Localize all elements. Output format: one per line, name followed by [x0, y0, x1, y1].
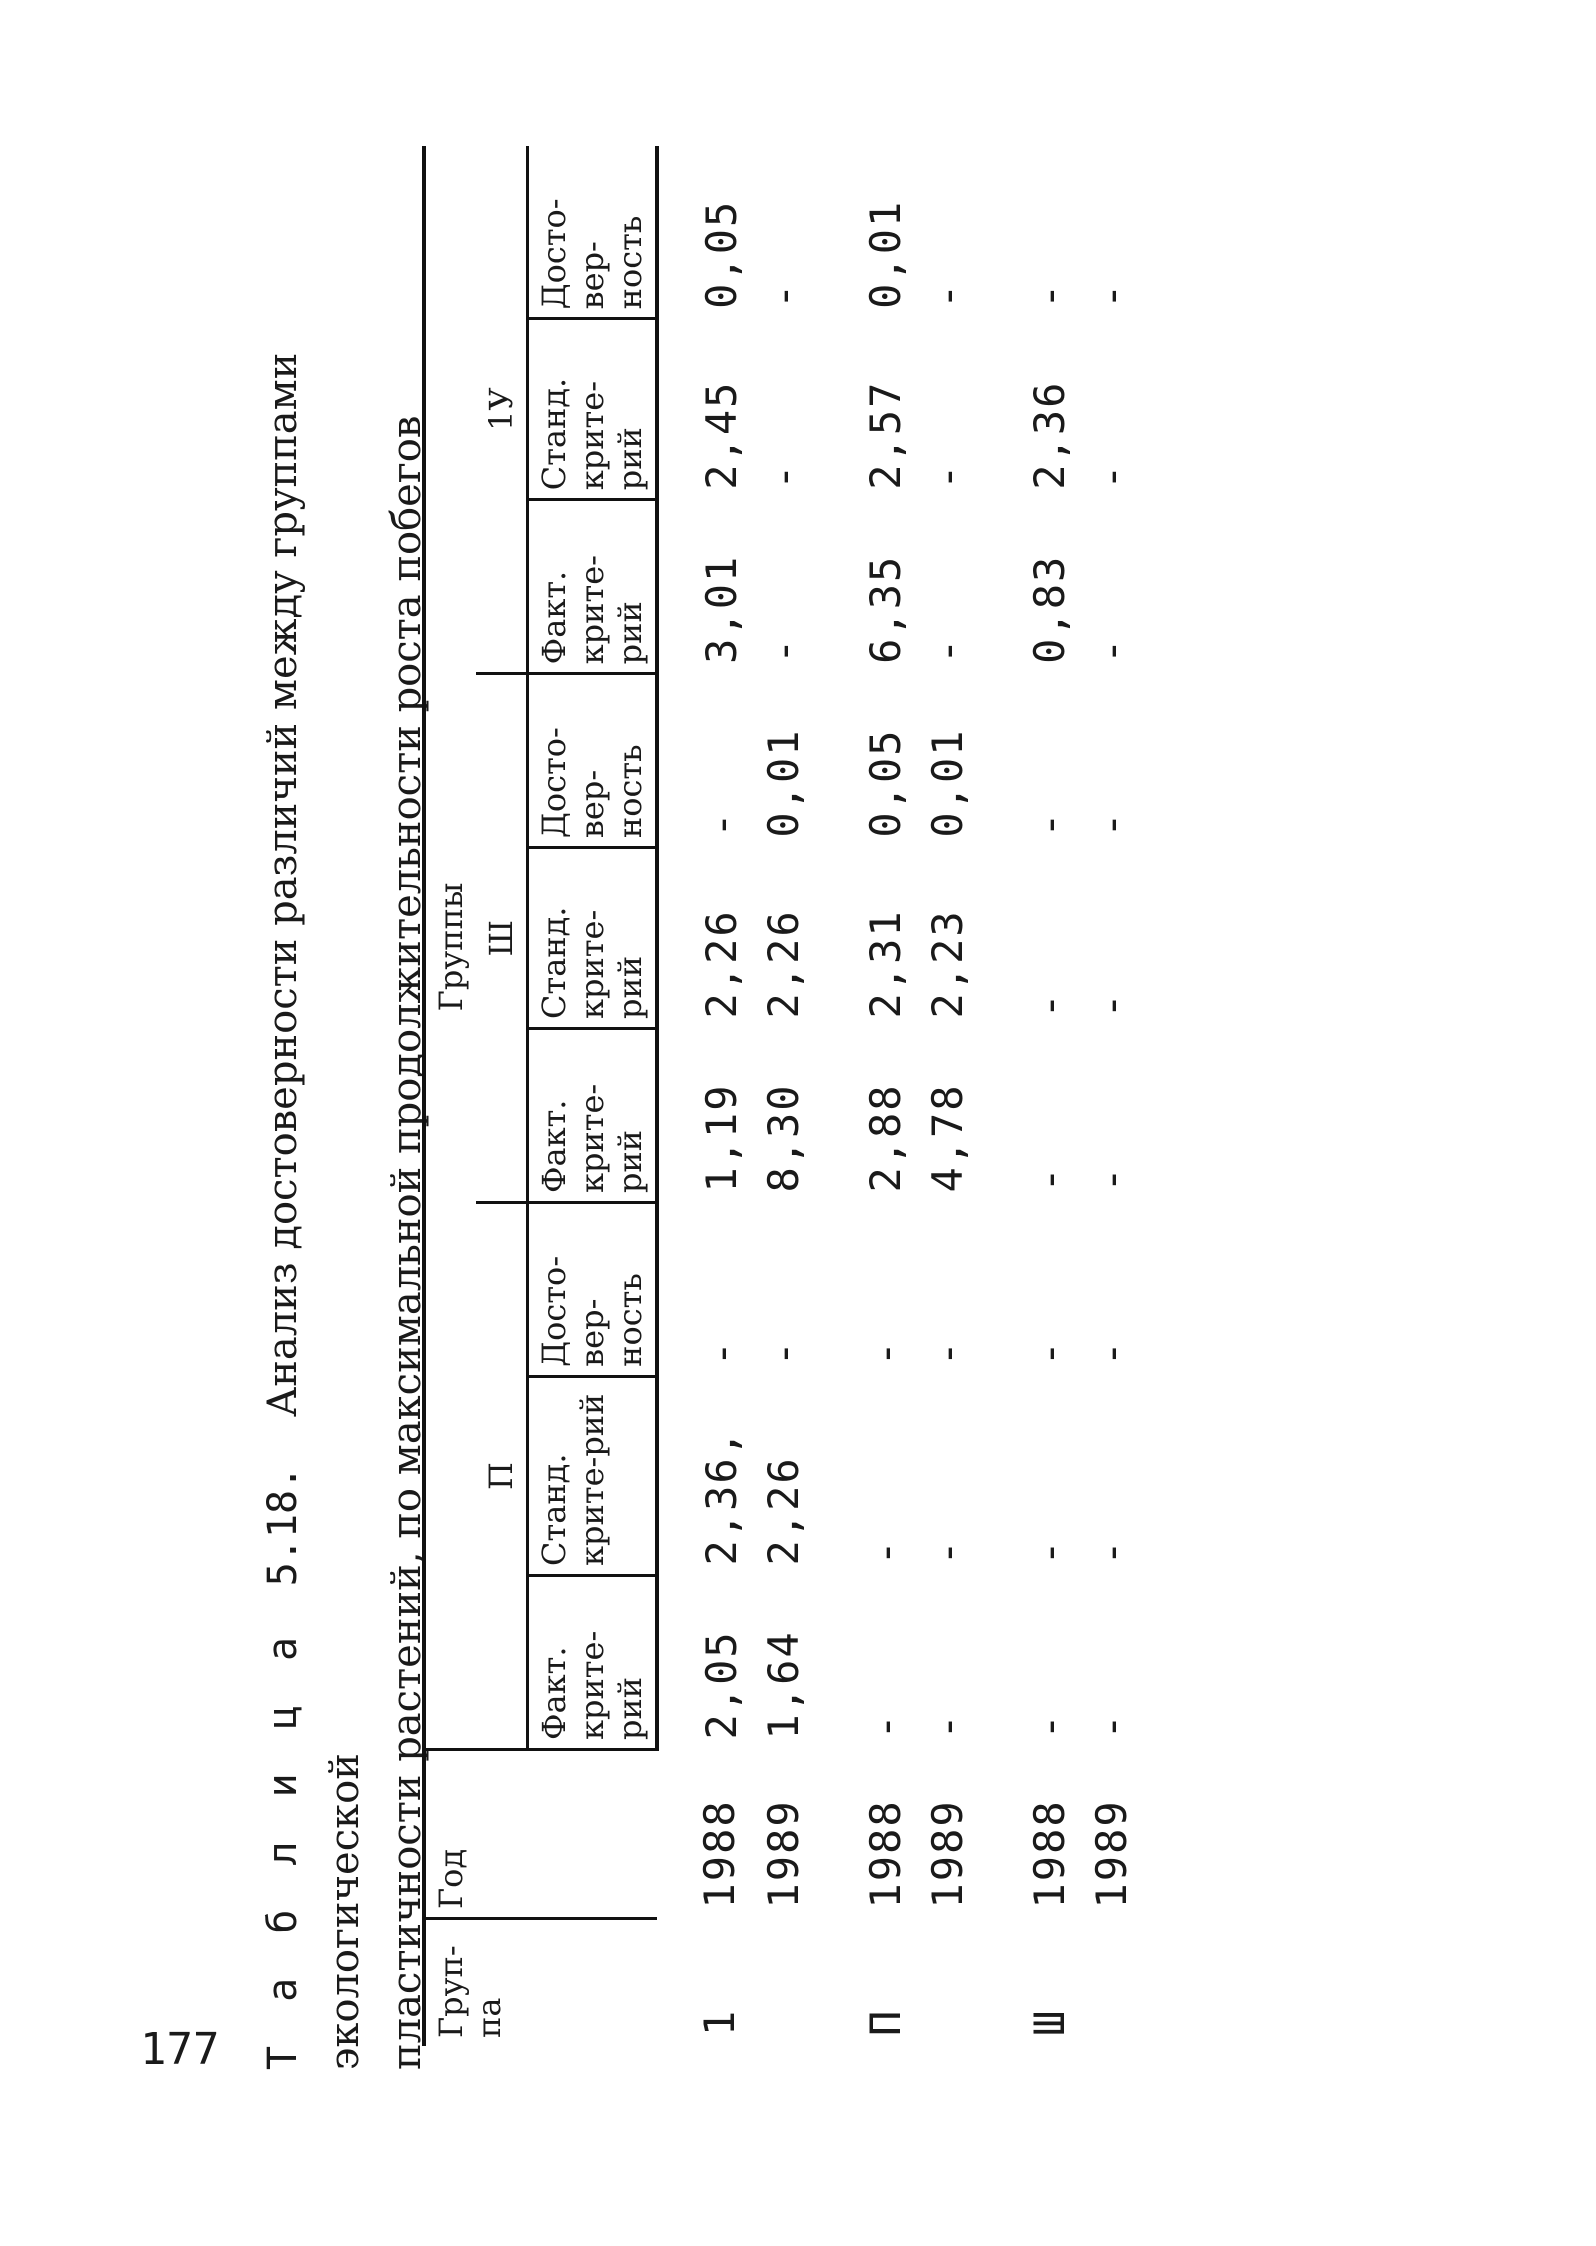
cell: - — [1025, 1538, 1074, 1566]
cell: - — [759, 1339, 808, 1367]
cell: 4,78 — [923, 1083, 972, 1193]
cell: - — [759, 636, 808, 664]
cell: - — [1025, 991, 1074, 1019]
cell-year: 1988 — [695, 1799, 744, 1909]
cell: 0,01 — [759, 728, 808, 838]
cell: 3,01 — [697, 554, 746, 664]
cell: 8,30 — [759, 1083, 808, 1193]
cell: - — [1087, 1165, 1136, 1193]
header-std: Станд. крите-рий — [528, 1376, 658, 1575]
caption-number: 5.18. — [260, 1465, 306, 1587]
table-caption — [252, 110, 438, 2070]
header-year: Год — [424, 1750, 657, 1919]
cell-year: 1989 — [923, 1799, 972, 1909]
cell: - — [861, 1339, 910, 1367]
cell-group — [1087, 1919, 1149, 2047]
header-group-name: П — [476, 1203, 528, 1750]
cell: 2,45 — [697, 380, 746, 490]
cell: - — [1087, 1538, 1136, 1566]
cell: 2,26 — [759, 909, 808, 1019]
caption-line1: Анализ достоверности различий между группами экологической — [260, 352, 368, 2070]
cell: 2,31 — [861, 909, 910, 1019]
header-fact: Факт. крите-рий — [528, 500, 658, 674]
cell: - — [923, 281, 972, 309]
cell-group: Ш — [1025, 2008, 1074, 2036]
header-sig: Досто-вер-ность — [528, 146, 658, 319]
cell: - — [923, 1538, 972, 1566]
cell: - — [759, 281, 808, 309]
cell: 2,26 — [759, 1456, 808, 1566]
cell: 2,36, — [697, 1429, 746, 1566]
cell: 2,26 — [697, 909, 746, 1019]
header-groups-title: Группы — [424, 146, 476, 1750]
significance-table — [422, 146, 1149, 2046]
cell-year: 1988 — [1025, 1799, 1074, 1909]
table-row — [985, 146, 1087, 2046]
cell-group — [923, 1919, 985, 2047]
cell: 2,05 — [697, 1630, 746, 1740]
cell: 2,36 — [1025, 380, 1074, 490]
table-row — [759, 146, 821, 2046]
cell: - — [1087, 462, 1136, 490]
cell: - — [1087, 1712, 1136, 1740]
cell-group: П — [861, 2008, 910, 2036]
header-group-name: Ш — [476, 674, 528, 1203]
caption-line2: пластичности растений, по максимальной продолжительности роста побегов — [384, 415, 430, 2070]
cell: - — [923, 636, 972, 664]
cell: - — [861, 1712, 910, 1740]
header-std: Станд. крите-рий — [528, 848, 658, 1029]
table-row — [1087, 146, 1149, 2046]
cell-year: 1988 — [861, 1799, 910, 1909]
cell: - — [923, 1339, 972, 1367]
cell: 2,23 — [923, 909, 972, 1019]
cell: - — [861, 1538, 910, 1566]
header-fact: Факт. крите-рий — [528, 1575, 658, 1749]
cell: - — [1025, 1165, 1074, 1193]
cell-group: 1 — [695, 2008, 744, 2036]
table-row — [657, 146, 759, 2046]
header-group-name: 1У — [476, 146, 528, 674]
cell: - — [697, 1339, 746, 1367]
cell: 0,01 — [923, 728, 972, 838]
cell: - — [1087, 281, 1136, 309]
header-group: Груп-па — [424, 1919, 657, 2047]
cell: 0,05 — [697, 199, 746, 309]
table-row — [821, 146, 923, 2046]
table-row — [923, 146, 985, 2046]
header-sig: Досто-вер-ность — [528, 674, 658, 848]
cell-year: 1989 — [1087, 1799, 1136, 1909]
cell: 2,88 — [861, 1083, 910, 1193]
header-std: Станд. крите-рий — [528, 319, 658, 500]
cell: 0,01 — [861, 199, 910, 309]
cell: - — [1025, 1712, 1074, 1740]
cell: - — [1025, 281, 1074, 309]
cell: 1,19 — [697, 1083, 746, 1193]
cell: - — [923, 1712, 972, 1740]
cell: - — [1087, 810, 1136, 838]
caption-lead: Т а б л и ц а — [260, 1626, 306, 2070]
cell-group — [759, 1919, 821, 2047]
header-fact: Факт. крите-рий — [528, 1028, 658, 1202]
cell: 0,83 — [1025, 554, 1074, 664]
cell: 2,57 — [861, 380, 910, 490]
header-sig: Досто-вер-ность — [528, 1203, 658, 1377]
cell: - — [759, 462, 808, 490]
cell: - — [1087, 636, 1136, 664]
cell: - — [1087, 991, 1136, 1019]
cell: - — [1025, 810, 1074, 838]
rotated-content — [232, 90, 1432, 2090]
cell: - — [1025, 1339, 1074, 1367]
cell-year: 1989 — [759, 1799, 808, 1909]
cell: - — [1087, 1339, 1136, 1367]
cell: - — [697, 810, 746, 838]
cell: 6,35 — [861, 554, 910, 664]
cell: - — [923, 462, 972, 490]
cell: 1,64 — [759, 1630, 808, 1740]
cell: 0,05 — [861, 728, 910, 838]
page-number: 177 — [140, 2024, 220, 2075]
